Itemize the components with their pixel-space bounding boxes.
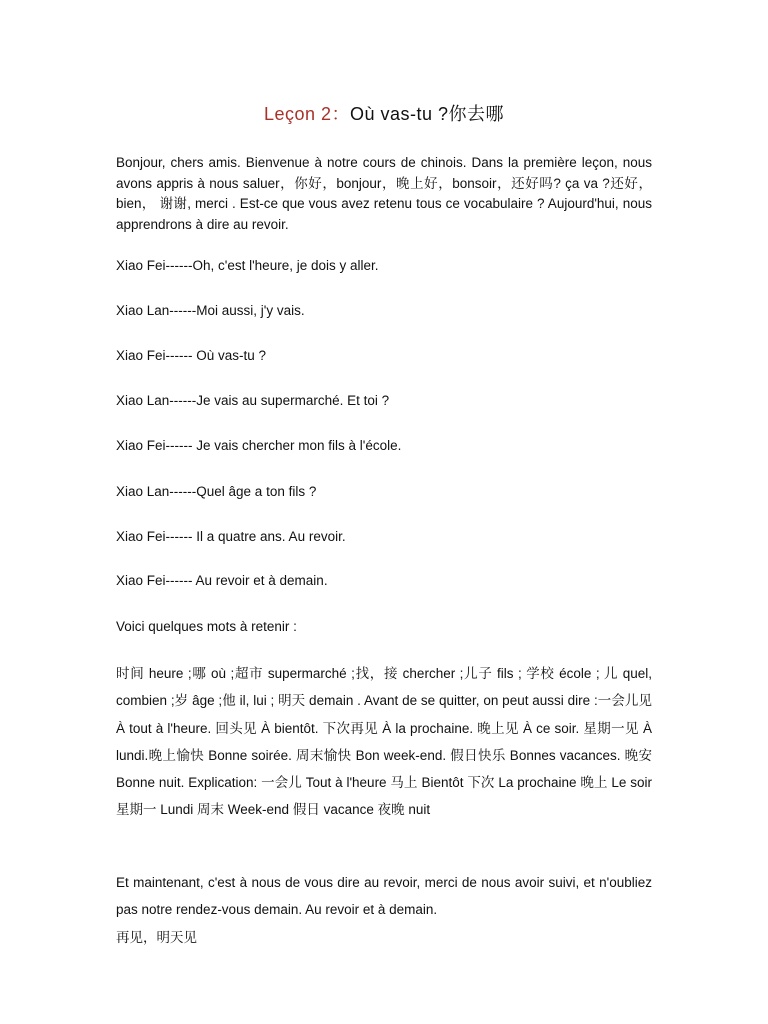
title-text: Où vas-tu ?你去哪 bbox=[350, 104, 505, 124]
intro-paragraph: Bonjour, chers amis. Bienvenue à notre cours de chinois. Dans la première leçon, nous avons appris à nous saluer，你好，bonjour，晚上好，bonsoir，还好吗? ça va ?还好， bien， 谢谢, merci . Est-ce que vous avez retenu tous ce vocabulaire ? Aujourd'hui, nous apprendrons à dire au revoir. bbox=[116, 155, 652, 232]
dialogue-line: Xiao Lan------Je vais au supermarché. Et toi ? bbox=[116, 393, 390, 408]
title-lesson-number: Leçon 2： bbox=[263, 104, 350, 124]
outro-paragraph bbox=[116, 869, 652, 951]
dialogue-line: Xiao Fei------ Je vais chercher mon fils à l'école. bbox=[116, 438, 402, 453]
dialogue-line: Xiao Fei------Oh, c'est l'heure, je dois y aller. bbox=[116, 258, 379, 273]
outro-chinese: 再见，明天见 bbox=[116, 929, 197, 945]
dialogue-line: Xiao Lan------Quel âge a ton fils ? bbox=[116, 484, 317, 499]
vocab-heading: Voici quelques mots à retenir : bbox=[116, 619, 297, 634]
dialogue-line: Xiao Fei------ Au revoir et à demain. bbox=[116, 573, 328, 588]
vocab-paragraph: 时间 heure ;哪 où ;超市 supermarché ;找，接 chercher ;儿子 fils ; 学校 école ; 儿 quel, combien ;岁 âge ;他 il, lui ; 明天 demain . Avant de se quitter, on peut aussi dire :一会儿见 À tout à l'heure. 回头见 À bientôt. 下次再见 À la prochaine. 晚上见 À ce soir. 星期一见 À lundi.晚上愉快 Bonne soirée. 周末愉快 Bon week-end. 假日快乐 Bonnes vacances. 晚安 Bonne nuit. Explication: 一会儿 Tout à l'heure 马上 Bientôt 下次 La prochaine 晚上 Le soir 星期一 Lundi 周末 Week-end 假日 vacance 夜晚 nuit bbox=[116, 666, 652, 818]
outro-text: Et maintenant, c'est à nous de vous dire au revoir, merci de nous avoir suivi, et n'oubliez pas notre rendez-vous demain. Au revoir et à demain. bbox=[116, 875, 652, 918]
dialogue-line: Xiao Fei------ Il a quatre ans. Au revoir. bbox=[116, 529, 346, 544]
page-title bbox=[0, 100, 768, 126]
dialogue-line: Xiao Lan------Moi aussi, j'y vais. bbox=[116, 303, 305, 318]
dialogue-line: Xiao Fei------ Où vas-tu ? bbox=[116, 348, 267, 363]
